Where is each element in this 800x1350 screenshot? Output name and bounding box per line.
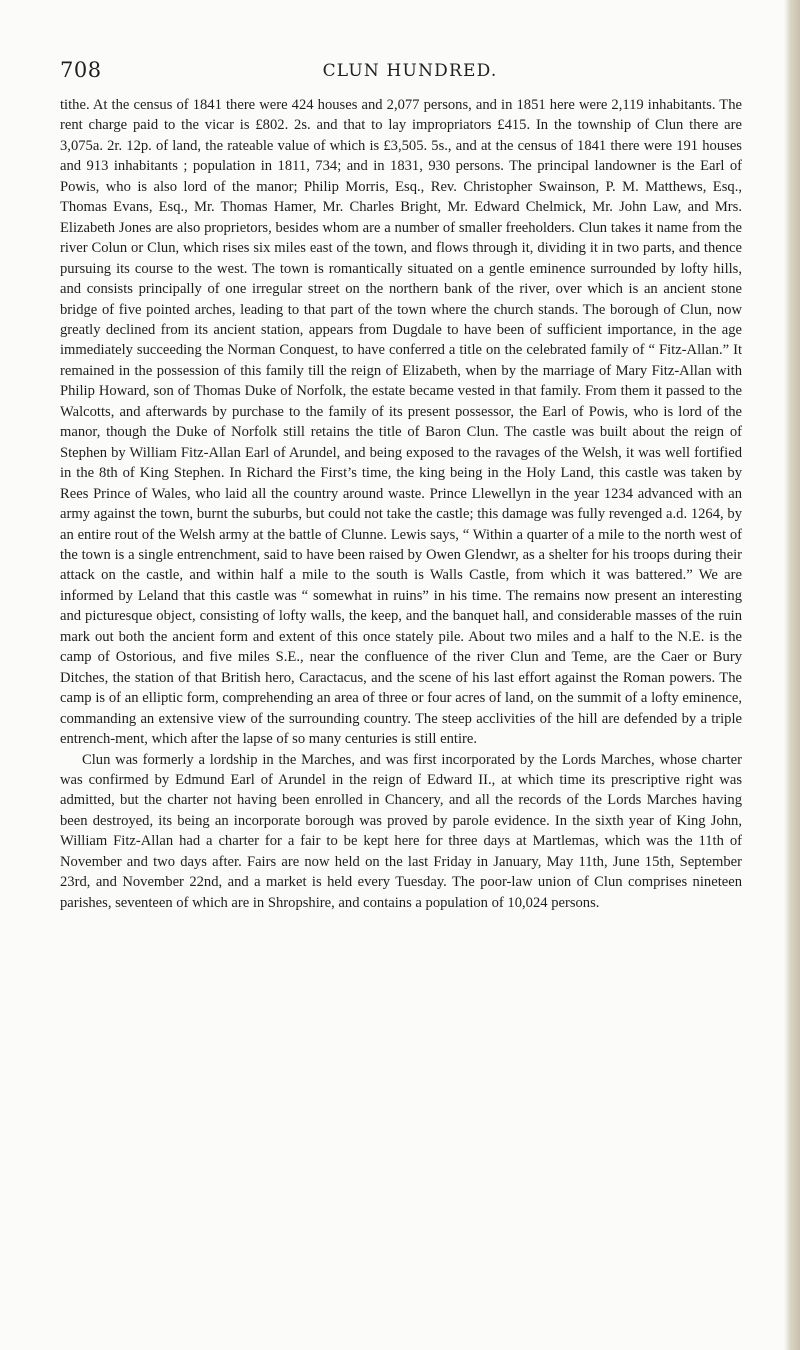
page-edge-shadow [784,0,800,1350]
paragraph: Clun was formerly a lordship in the Marches, and was first incorporated by the Lords Marches, whose charter was confirmed by Edmund Earl of Arundel in the reign of Edward II., at which time its prescriptive right was admitted, but the charter not having been enrolled in Chancery, and all the records of the Lords Marches having been destroyed, its being an incorporate borough was proved by parole evidence. In the sixth year of King John, William Fitz-Allan had a charter for a fair to be kept here for three days at Martlemas, which was the 11th of November and two days after. Fairs are now held on the last Friday in January, May 11th, June 15th, September 23rd, and November 22nd, and a market is held every Tuesday. The poor-law union of Clun comprises nineteen parishes, seventeen of which are in Shropshire, and contains a population of 10,024 persons. [60,751,742,911]
page-number: 708 [60,58,102,82]
body-text [60,95,742,913]
running-head [60,58,760,88]
running-title: CLUN HUNDRED. [322,61,498,81]
paragraph: tithe. At the census of 1841 there were 424 houses and 2,077 persons, and in 1851 here were 2,119 inhabitants. The rent charge paid to the vicar is £802. 2s. and that to lay impropriators £415. In the township of Clun there are 3,075a. 2r. 12p. of land, the rateable value of which is £3,505. 5s., and at the census of 1841 there were 191 houses and 913 inhabitants ; population in 1811, 734; and in 1831, 930 persons. The principal landowner is the Earl of Powis, who is also lord of the manor; Philip Morris, Esq., Rev. Christopher Swainson, P. M. Matthews, Esq., Thomas Evans, Esq., Mr. Thomas Hamer, Mr. Charles Bright, Mr. Edward Chelmick, Mr. John Law, and Mrs. Elizabeth Jones are also proprietors, besides whom are a number of smaller freeholders. Clun takes it name from the river Colun or Clun, which rises six miles east of the town, and flows through it, dividing it in two parts, and thence pursuing its course to the west. The town is romantically situated on a gentle eminence surrounded by lofty hills, and consists principally of one irregular street on the northern bank of the river, over which is an ancient stone bridge of five pointed arches, leading to that part of the town where the church stands. The borough of Clun, now greatly declined from its ancient station, appears from Dugdale to have been of sufficient importance, in the age immediately succeeding the Norman Conquest, to have conferred a title on the celebrated family of “ Fitz-Allan.” It remained in the possession of this family till the reign of Elizabeth, when by the marriage of Mary Fitz-Allan with Philip Howard, son of Thomas Duke of Norfolk, the estate became vested in that family. From them it passed to the Walcotts, and afterwards by purchase to the family of its present possessor, the Earl of Powis, who is lord of the manor, though the Duke of Norfolk still retains the title of Baron Clun. The castle was built about the reign of Stephen by William Fitz-Allan Earl of Arundel, and being exposed to the ravages of the Welsh, it was well fortified in the 8th of King Stephen. In Richard the First’s time, the king being in the Holy Land, this castle was taken by Rees Prince of Wales, who laid all the country around waste. Prince Llewellyn in the year 1234 advanced with an army against the town, burnt the suburbs, but could not take the castle; this damage was fully revenged a.d. 1264, by an entire rout of the Welsh army at the battle of Clunne. Lewis says, “ Within a quarter of a mile to the north west of the town is a single entrenchment, said to have been raised by Owen Glendwr, as a shelter for his troops during their attack on the castle, and within half a mile to the south is Walls Castle, from which it was battered.” We are informed by Leland that this castle was “ somewhat in ruins” in his time. The remains now present an interesting and picturesque object, consisting of lofty walls, the keep, and the banquet hall, and considerable masses of the ruin mark out both the ancient form and extent of this once stately pile. About two miles and a half to the N.E. is the camp of Ostorious, and five miles S.E., near the confluence of the river Clun and Teme, are the Caer or Bury Ditches, the station of that British hero, Caractacus, and the scene of his last effort against the Roman powers. The camp is of an elliptic form, comprehending an area of three or four acres of land, on the summit of a lofty eminence, commanding an extensive view of the surrounding country. The steep acclivities of the hill are defended by a triple entrench-ment, which after the lapse of so many centuries is still entire. [60,97,742,748]
